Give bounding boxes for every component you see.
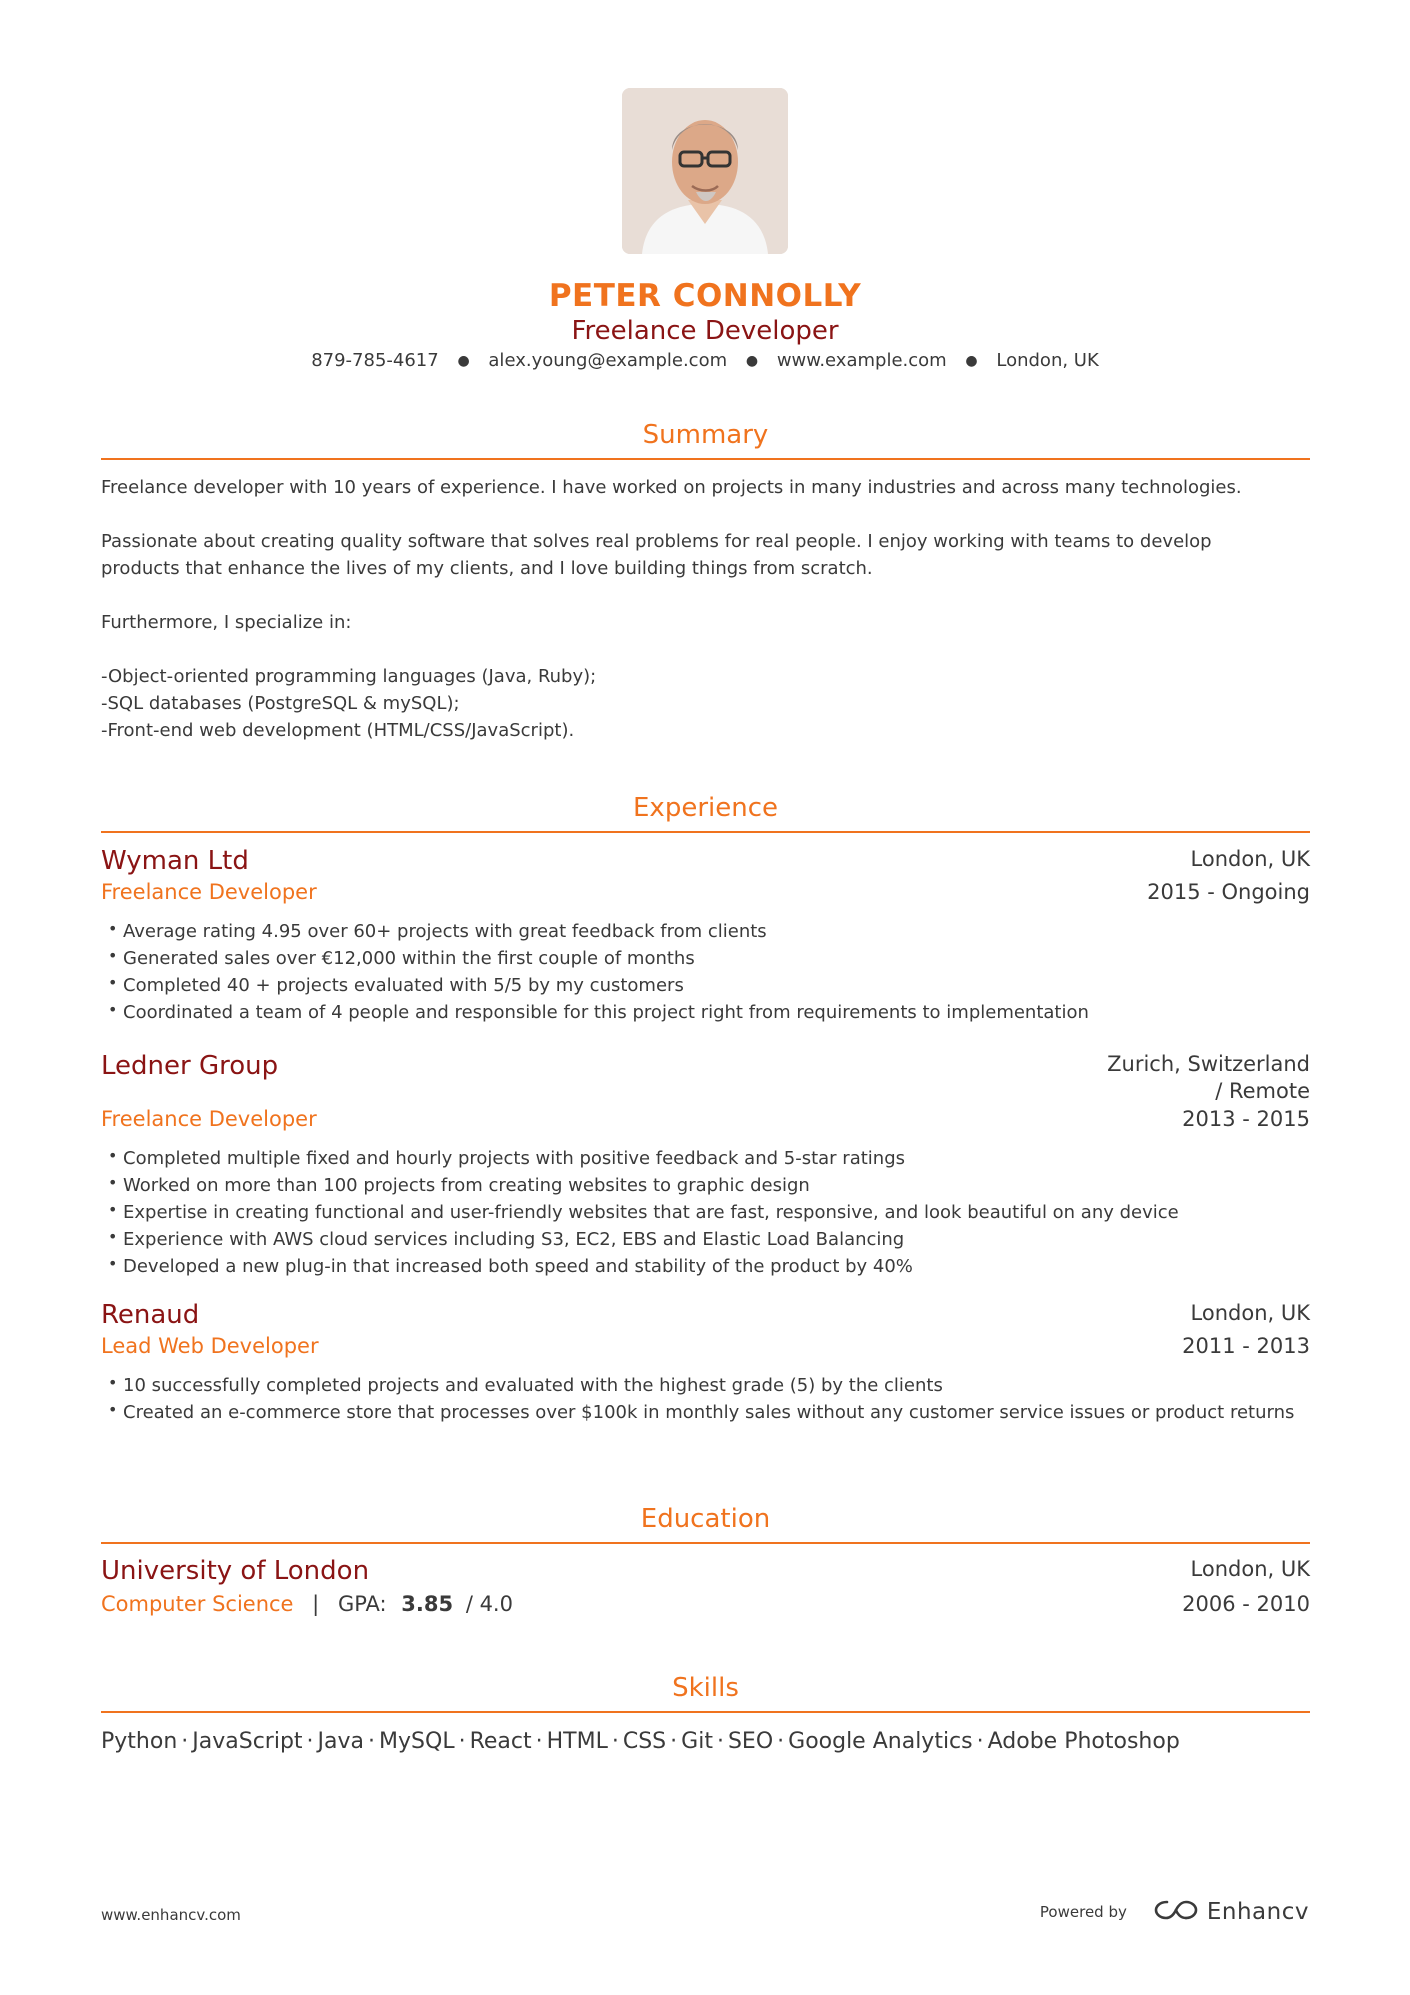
list-item: • Completed 40 + projects evaluated with 5/5 by my customers [123,972,1310,999]
contact-line [0,350,1410,371]
gpa-value: 3.85 [401,1592,454,1616]
skills-list: Python · JavaScript · Java · MySQL · React · HTML · CSS · Git · SEO · Google Analytics · Adobe Photoshop [101,1729,1180,1754]
school-name: University of London [101,1556,370,1586]
job-location-line: Zurich, Switzerland [1107,1052,1310,1076]
list-item: • 10 successfully completed projects and evaluated with the highest grade (5) by the clients [123,1372,1310,1399]
skill-item: Git [681,1729,713,1754]
gpa-label: GPA: [337,1592,387,1616]
gpa-max: / 4.0 [465,1592,513,1616]
skill-item: Adobe Photoshop [987,1729,1180,1754]
summary-list-item: -SQL databases (PostgreSQL & mySQL); [101,693,460,714]
list-item: • Coordinated a team of 4 people and responsible for this project right from requirements to implementation [123,999,1310,1026]
list-item: • Average rating 4.95 over 60+ projects with great feedback from clients [123,918,1310,945]
summary-paragraph: Freelance developer with 10 years of experience. I have worked on projects in many industries and across many technologies. [101,477,1242,498]
company-name: Ledner Group [101,1051,279,1081]
job-dates: 2013 - 2015 [1182,1107,1310,1131]
footer-branding[interactable] [1040,1898,1309,1926]
skill-item: CSS [622,1729,667,1754]
section-divider [101,458,1310,460]
job-location-line: / Remote [1215,1079,1310,1103]
job-bullets [101,1372,1310,1426]
summary-paragraph: Furthermore, I specialize in: [101,612,352,633]
skill-item: Python [101,1729,178,1754]
profile-photo [622,88,788,254]
skill-item: JavaScript [192,1729,303,1754]
section-title-education: Education [640,1504,771,1534]
job-bullets [101,918,1310,1026]
section-title-summary: Summary [642,420,769,450]
section-divider [101,831,1310,833]
bullet-separator: ● [457,353,470,369]
list-item: • Created an e-commerce store that processes over $100k in monthly sales without any customer service issues or product returns [123,1399,1310,1426]
list-item: • Expertise in creating functional and user-friendly websites that are fast, responsive, and look beautiful on any device [123,1199,1310,1226]
phone[interactable]: 879-785-4617 [311,350,439,371]
job-location [1107,1051,1310,1105]
summary-paragraph: Passionate about creating quality software that solves real problems for real people. I enjoy working with teams to develop [101,531,1212,552]
company-name: Wyman Ltd [101,846,249,876]
candidate-name: PETER CONNOLLY [548,278,862,314]
skill-item: SEO [727,1729,774,1754]
enhancv-logo-icon [1153,1898,1199,1926]
skill-item: Java [317,1729,365,1754]
education-details [101,1592,513,1616]
website[interactable]: www.example.com [776,350,947,371]
powered-by-label: Powered by [1039,1903,1127,1921]
job-role: Lead Web Developer [101,1334,319,1358]
job-dates: 2011 - 2013 [1182,1334,1310,1358]
job-role: Freelance Developer [101,1107,317,1131]
school-location: London, UK [1190,1557,1310,1581]
skill-item: Google Analytics [788,1729,973,1754]
summary-list-item: -Front-end web development (HTML/CSS/JavaScript). [101,720,575,741]
location: London, UK [996,350,1099,371]
summary-list-item: -Object-oriented programming languages (Java, Ruby); [101,666,597,687]
footer-website-link[interactable]: www.enhancv.com [101,1906,241,1924]
job-bullets [101,1145,1310,1280]
summary-text [101,474,1310,744]
company-name: Renaud [101,1300,200,1330]
divider: | [312,1592,320,1616]
section-divider [101,1711,1310,1713]
bullet-separator: ● [965,353,978,369]
list-item: • Experience with AWS cloud services including S3, EC2, EBS and Elastic Load Balancing [123,1226,1310,1253]
list-item: • Completed multiple fixed and hourly projects with positive feedback and 5-star ratings [123,1145,1310,1172]
field-of-study: Computer Science [101,1592,294,1616]
skill-item: MySQL [379,1729,455,1754]
list-item: • Worked on more than 100 projects from creating websites to graphic design [123,1172,1310,1199]
summary-paragraph: products that enhance the lives of my clients, and I love building things from scratch. [101,558,873,579]
section-title-skills: Skills [672,1673,739,1703]
section-title-experience: Experience [633,793,778,823]
job-dates: 2015 - Ongoing [1147,880,1310,904]
skill-item: React [469,1729,532,1754]
email[interactable]: alex.young@example.com [488,350,728,371]
skill-item: HTML [546,1729,608,1754]
bullet-separator: ● [745,353,759,369]
brand-name: Enhancv [1206,1899,1309,1925]
school-dates: 2006 - 2010 [1182,1592,1310,1616]
job-role: Freelance Developer [101,880,317,904]
list-item: • Generated sales over €12,000 within the first couple of months [123,945,1310,972]
section-divider [101,1542,1310,1544]
list-item: • Developed a new plug-in that increased both speed and stability of the product by 40% [123,1253,1310,1280]
job-location: London, UK [1190,1301,1310,1325]
candidate-title: Freelance Developer [571,316,839,346]
job-location: London, UK [1190,847,1310,871]
